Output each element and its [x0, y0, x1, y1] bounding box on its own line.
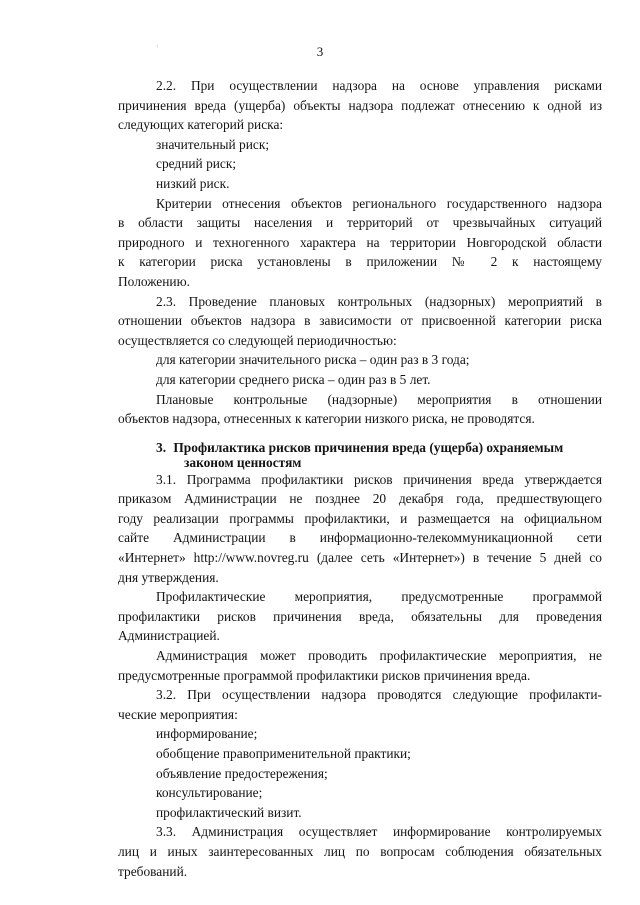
text-line: 3.1. Программа профилактики рисков причинения вреда утверждается	[156, 471, 602, 487]
text-line: сайте Администрации в информационно-телекоммуникационной сети	[118, 530, 602, 546]
list-item: значительный риск;	[156, 136, 270, 152]
text-line: предусмотренные программой профилактики рисков причинения вреда.	[118, 667, 531, 683]
text-line: Критерии отнесения объектов регионального государственного надзора	[156, 195, 602, 211]
paragraph-prof-mandatory	[118, 587, 602, 646]
text-line: следующих категорий риска:	[118, 117, 284, 133]
text-line: Плановые контрольные (надзорные) мероприятия в отношении	[156, 391, 602, 407]
text-line: профилактики рисков причинения вреда, обязательны для проведения	[118, 608, 602, 624]
list-item: для категории значительного риска – один раз в 3 года;	[156, 352, 470, 368]
list-item: профилактический визит.	[156, 804, 302, 820]
prevention-measures-list	[118, 724, 602, 822]
paragraph-admin-may	[118, 646, 602, 685]
text-line: Администрация может проводить профилактические мероприятия, не	[156, 648, 602, 664]
section-title-line-2: законом ценностям	[184, 454, 302, 470]
list-item: информирование;	[156, 726, 258, 742]
text-line: причинения вреда (ущерба) объекты надзора подлежат отнесению к одной из	[118, 97, 602, 113]
text-line: к категории риска установлены в приложении № 2 к настоящему	[118, 254, 602, 270]
scan-mark: ·	[156, 42, 159, 51]
text-line: объектов надзора, отнесенных к категории низкого риска, не проводятся.	[118, 411, 535, 427]
paragraph-3-1	[118, 470, 602, 588]
text-line: Профилактические мероприятия, предусмотренные программой	[156, 589, 602, 605]
risk-category-list	[118, 135, 602, 194]
page-number: 3	[316, 44, 324, 59]
text-line: лиц и иных заинтересованных лиц по вопросам соблюдения обязательных	[118, 843, 602, 859]
paragraph-3-3	[118, 822, 602, 881]
list-item: средний риск;	[156, 156, 237, 172]
text-line: году реализации программы профилактики, и размещается на официальном	[118, 510, 602, 526]
section-3-heading	[118, 440, 602, 470]
text-line: дня утверждения.	[118, 569, 219, 585]
text-line: требований.	[118, 863, 188, 879]
text-line: Положению.	[118, 273, 190, 289]
text-line: «Интернет» http://www.novreg.ru (далее сеть «Интернет») в течение 5 дней со	[118, 550, 602, 566]
text-line: 3.2. При осуществлении надзора проводятся следующие профилакти-	[156, 687, 602, 703]
section-number: 3.	[156, 439, 167, 455]
text-line: отношении объектов надзора в зависимости от присвоенной категории риска	[118, 313, 602, 329]
text-line: ческие мероприятия:	[118, 706, 238, 722]
text-line: 2.2. При осуществлении надзора на основе управления рисками	[156, 78, 602, 93]
paragraph-2-2	[118, 76, 602, 135]
text-line: природного и техногенного характера на территории Новгородской области	[118, 234, 602, 250]
list-item: объявление предостережения;	[156, 765, 328, 781]
list-item: низкий риск.	[156, 175, 230, 191]
list-item: для категории среднего риска – один раз в 5 лет.	[156, 371, 431, 387]
list-item: консультирование;	[156, 785, 263, 801]
paragraph-criteria	[118, 194, 602, 292]
section-title-line-1: Профилактика рисков причинения вреда (ущерба) охраняемым	[173, 439, 564, 455]
text-line: 3.3. Администрация осуществляет информирование контролируемых	[156, 824, 602, 840]
text-line: в области защиты населения и территорий от чрезвычайных ситуаций	[118, 215, 602, 231]
paragraph-low-risk	[118, 390, 602, 429]
text-line: Администрацией.	[118, 628, 220, 644]
list-item: обобщение правоприменительной практики;	[156, 746, 411, 761]
text-line: осуществляется со следующей периодичностью:	[118, 332, 397, 348]
paragraph-3-2	[118, 685, 602, 724]
text-line: приказом Администрации не позднее 20 декабря года, предшествующего	[118, 491, 602, 507]
periodicity-list	[118, 350, 602, 389]
text-line: 2.3. Проведение плановых контрольных (надзорных) мероприятий в	[156, 293, 602, 309]
paragraph-2-3	[118, 292, 602, 351]
document-body	[118, 76, 602, 881]
